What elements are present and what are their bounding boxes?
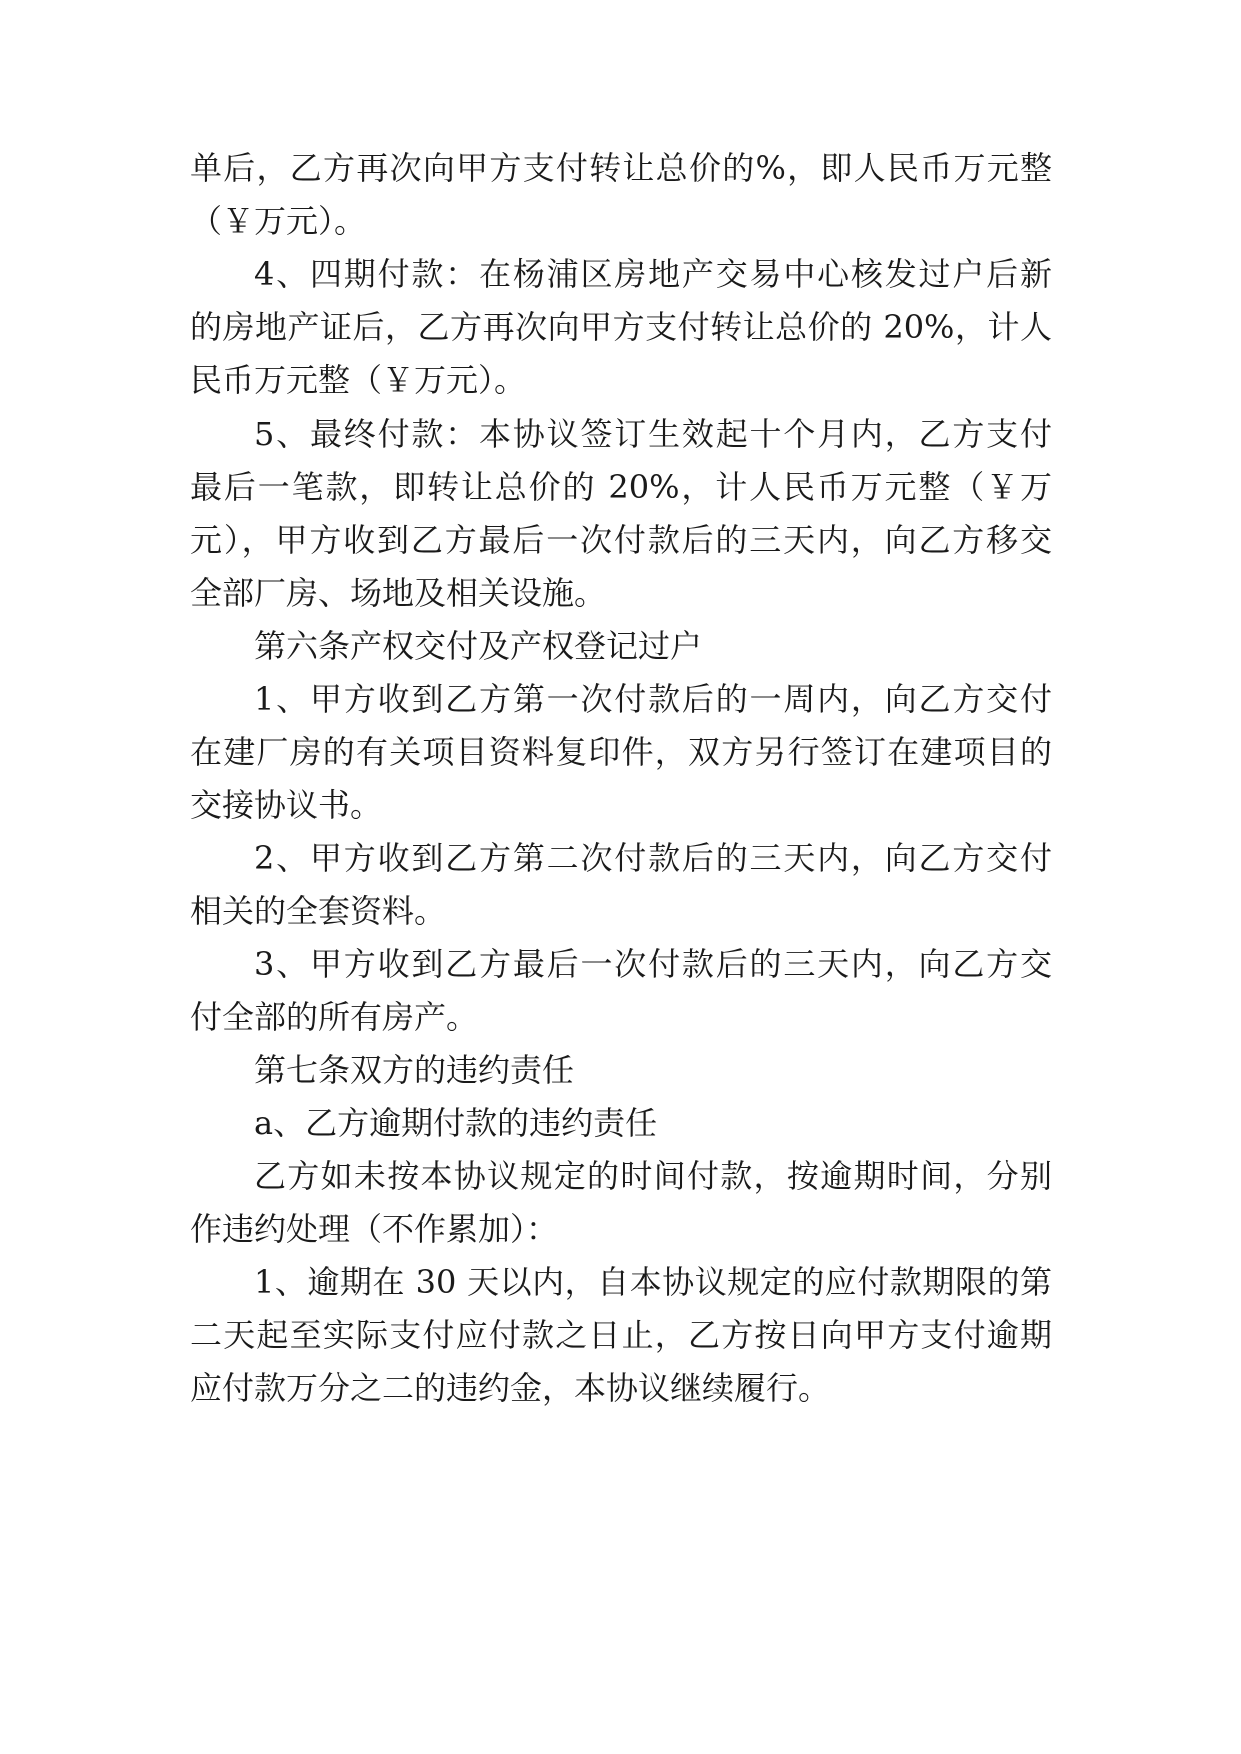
section-heading: 第七条双方的违约责任 [254,1051,575,1089]
paragraph-start: 5、最终付款：本协议签订生效起十个月内，乙方支付 [254,415,1052,453]
paragraph-start: 1、甲方收到乙方第一次付款后的一周内，向乙方交付 [254,680,1052,718]
text-line: 应付款万分之二的违约金，本协议继续履行。 [190,1369,831,1407]
section-heading: 第六条产权交付及产权登记过户 [254,627,703,665]
paragraph-start: 2、甲方收到乙方第二次付款后的三天内，向乙方交付 [254,839,1052,877]
text-line: 的房地产证后，乙方再次向甲方支付转让总价的 20%，计人 [190,308,1052,346]
text-line: 单后，乙方再次向甲方支付转让总价的%，即人民币万元整 [190,149,1052,187]
text-line: 二天起至实际支付应付款之日止，乙方按日向甲方支付逾期 [190,1316,1052,1354]
text-line: （￥万元）。 [190,202,367,240]
text-line: 民币万元整（￥万元）。 [190,361,527,399]
paragraph-start: 4、四期付款：在杨浦区房地产交易中心核发过户后新 [254,255,1052,293]
text-line: 作违约处理（不作累加）： [190,1210,559,1248]
text-line: 在建厂房的有关项目资料复印件，双方另行签订在建项目的 [190,733,1052,771]
text-line: 相关的全套资料。 [190,892,447,930]
text-line: 交接协议书。 [190,786,383,824]
paragraph-start: 3、甲方收到乙方最后一次付款后的三天内，向乙方交 [254,945,1052,983]
paragraph-start: 1、逾期在 30 天以内，自本协议规定的应付款期限的第 [254,1263,1052,1301]
text-line: 元），甲方收到乙方最后一次付款后的三天内，向乙方移交 [190,521,1052,559]
subsection-heading: a、乙方逾期付款的违约责任 [254,1104,658,1142]
text-line: 全部厂房、场地及相关设施。 [190,574,607,612]
text-line: 最后一笔款，即转让总价的 20%，计人民币万元整（￥万 [190,468,1052,506]
text-line: 付全部的所有房产。 [190,998,479,1036]
paragraph-start: 乙方如未按本协议规定的时间付款，按逾期时间，分别 [254,1157,1052,1195]
